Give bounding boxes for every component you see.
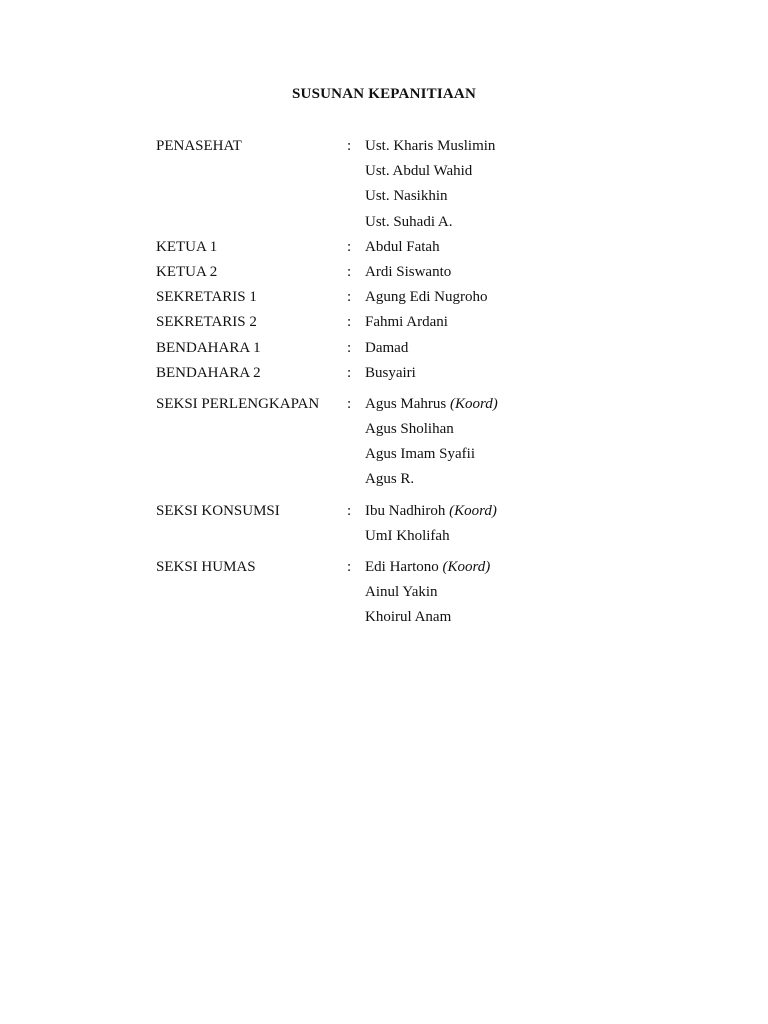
list-item <box>156 501 616 526</box>
separator: : <box>347 559 352 575</box>
role-label: PENASEHAT <box>156 138 242 154</box>
member-name: Ust. Nasikhin <box>365 188 448 205</box>
member-name: Ust. Abdul Wahid <box>365 163 473 180</box>
member-name: Agus Imam Syafii <box>365 446 475 463</box>
section-ketua-1 <box>156 237 616 262</box>
list-item <box>156 363 616 388</box>
role-label: SEKSI HUMAS <box>156 559 256 575</box>
member-name: Abdul Fatah <box>365 238 440 255</box>
role-label: SEKRETARIS 1 <box>156 289 257 306</box>
list-item <box>156 338 616 363</box>
section-seksi-humas <box>156 557 616 633</box>
list-item <box>156 469 616 494</box>
role-label: BENDAHARA 1 <box>156 339 261 356</box>
section-seksi-konsumsi <box>156 501 616 551</box>
section-ketua-2 <box>156 262 616 287</box>
list-item <box>156 312 616 337</box>
list-item <box>156 526 616 551</box>
member-entry <box>365 394 498 415</box>
separator: : <box>347 289 352 306</box>
member-name: Ibu Nadhiroh <box>365 502 446 519</box>
member-name: Agus Mahrus <box>365 395 447 412</box>
member-name: Fahmi Ardani <box>365 314 448 331</box>
member-name: Agus R. <box>365 471 415 488</box>
role-label: KETUA 1 <box>156 238 218 255</box>
member-name: Ust. Kharis Muslimin <box>365 138 496 154</box>
member-name: Ainul Yakin <box>365 584 438 601</box>
separator: : <box>347 263 352 280</box>
list-item <box>156 582 616 607</box>
role-label: SEKRETARIS 2 <box>156 314 257 331</box>
section-sekretaris-2 <box>156 312 616 337</box>
list-item <box>156 607 616 632</box>
separator: : <box>347 138 352 154</box>
section-sekretaris-1 <box>156 287 616 312</box>
member-name: Khoirul Anam <box>365 609 452 626</box>
list-item <box>156 419 616 444</box>
list-item <box>156 136 616 161</box>
member-name: Agung Edi Nugroho <box>365 289 488 306</box>
list-item <box>156 262 616 287</box>
member-name: Damad <box>365 339 409 356</box>
list-item <box>156 394 616 419</box>
member-name: Ardi Siswanto <box>365 263 452 280</box>
member-name: Agus Sholihan <box>365 421 454 438</box>
member-entry <box>365 501 497 522</box>
coordinator-note: (Koord) <box>442 559 491 575</box>
role-label: SEKSI PERLENGKAPAN <box>156 395 320 412</box>
role-label: BENDAHARA 2 <box>156 364 261 381</box>
member-name: Edi Hartono <box>365 559 439 575</box>
section-seksi-perlengkapan <box>156 394 616 495</box>
list-item <box>156 212 616 237</box>
coordinator-note: (Koord) <box>449 502 497 519</box>
committee-list <box>156 136 616 633</box>
coordinator-note: (Koord) <box>450 395 498 412</box>
separator: : <box>347 364 352 381</box>
list-item <box>156 444 616 469</box>
member-entry <box>365 557 490 578</box>
list-item <box>156 557 616 582</box>
member-name: Busyairi <box>365 364 416 381</box>
member-name: Ust. Suhadi A. <box>365 213 453 230</box>
document-title: SUSUNAN KEPANITIAAN <box>292 86 476 102</box>
separator: : <box>347 314 352 331</box>
section-bendahara-1 <box>156 338 616 363</box>
member-name: UmI Kholifah <box>365 527 450 544</box>
role-label: SEKSI KONSUMSI <box>156 502 280 519</box>
role-label: KETUA 2 <box>156 263 218 280</box>
separator: : <box>347 395 352 412</box>
list-item <box>156 237 616 262</box>
section-bendahara-2 <box>156 363 616 388</box>
list-item <box>156 186 616 211</box>
separator: : <box>347 502 352 519</box>
list-item <box>156 287 616 312</box>
section-penasehat <box>156 136 616 237</box>
list-item <box>156 161 616 186</box>
separator: : <box>347 339 352 356</box>
separator: : <box>347 238 352 255</box>
